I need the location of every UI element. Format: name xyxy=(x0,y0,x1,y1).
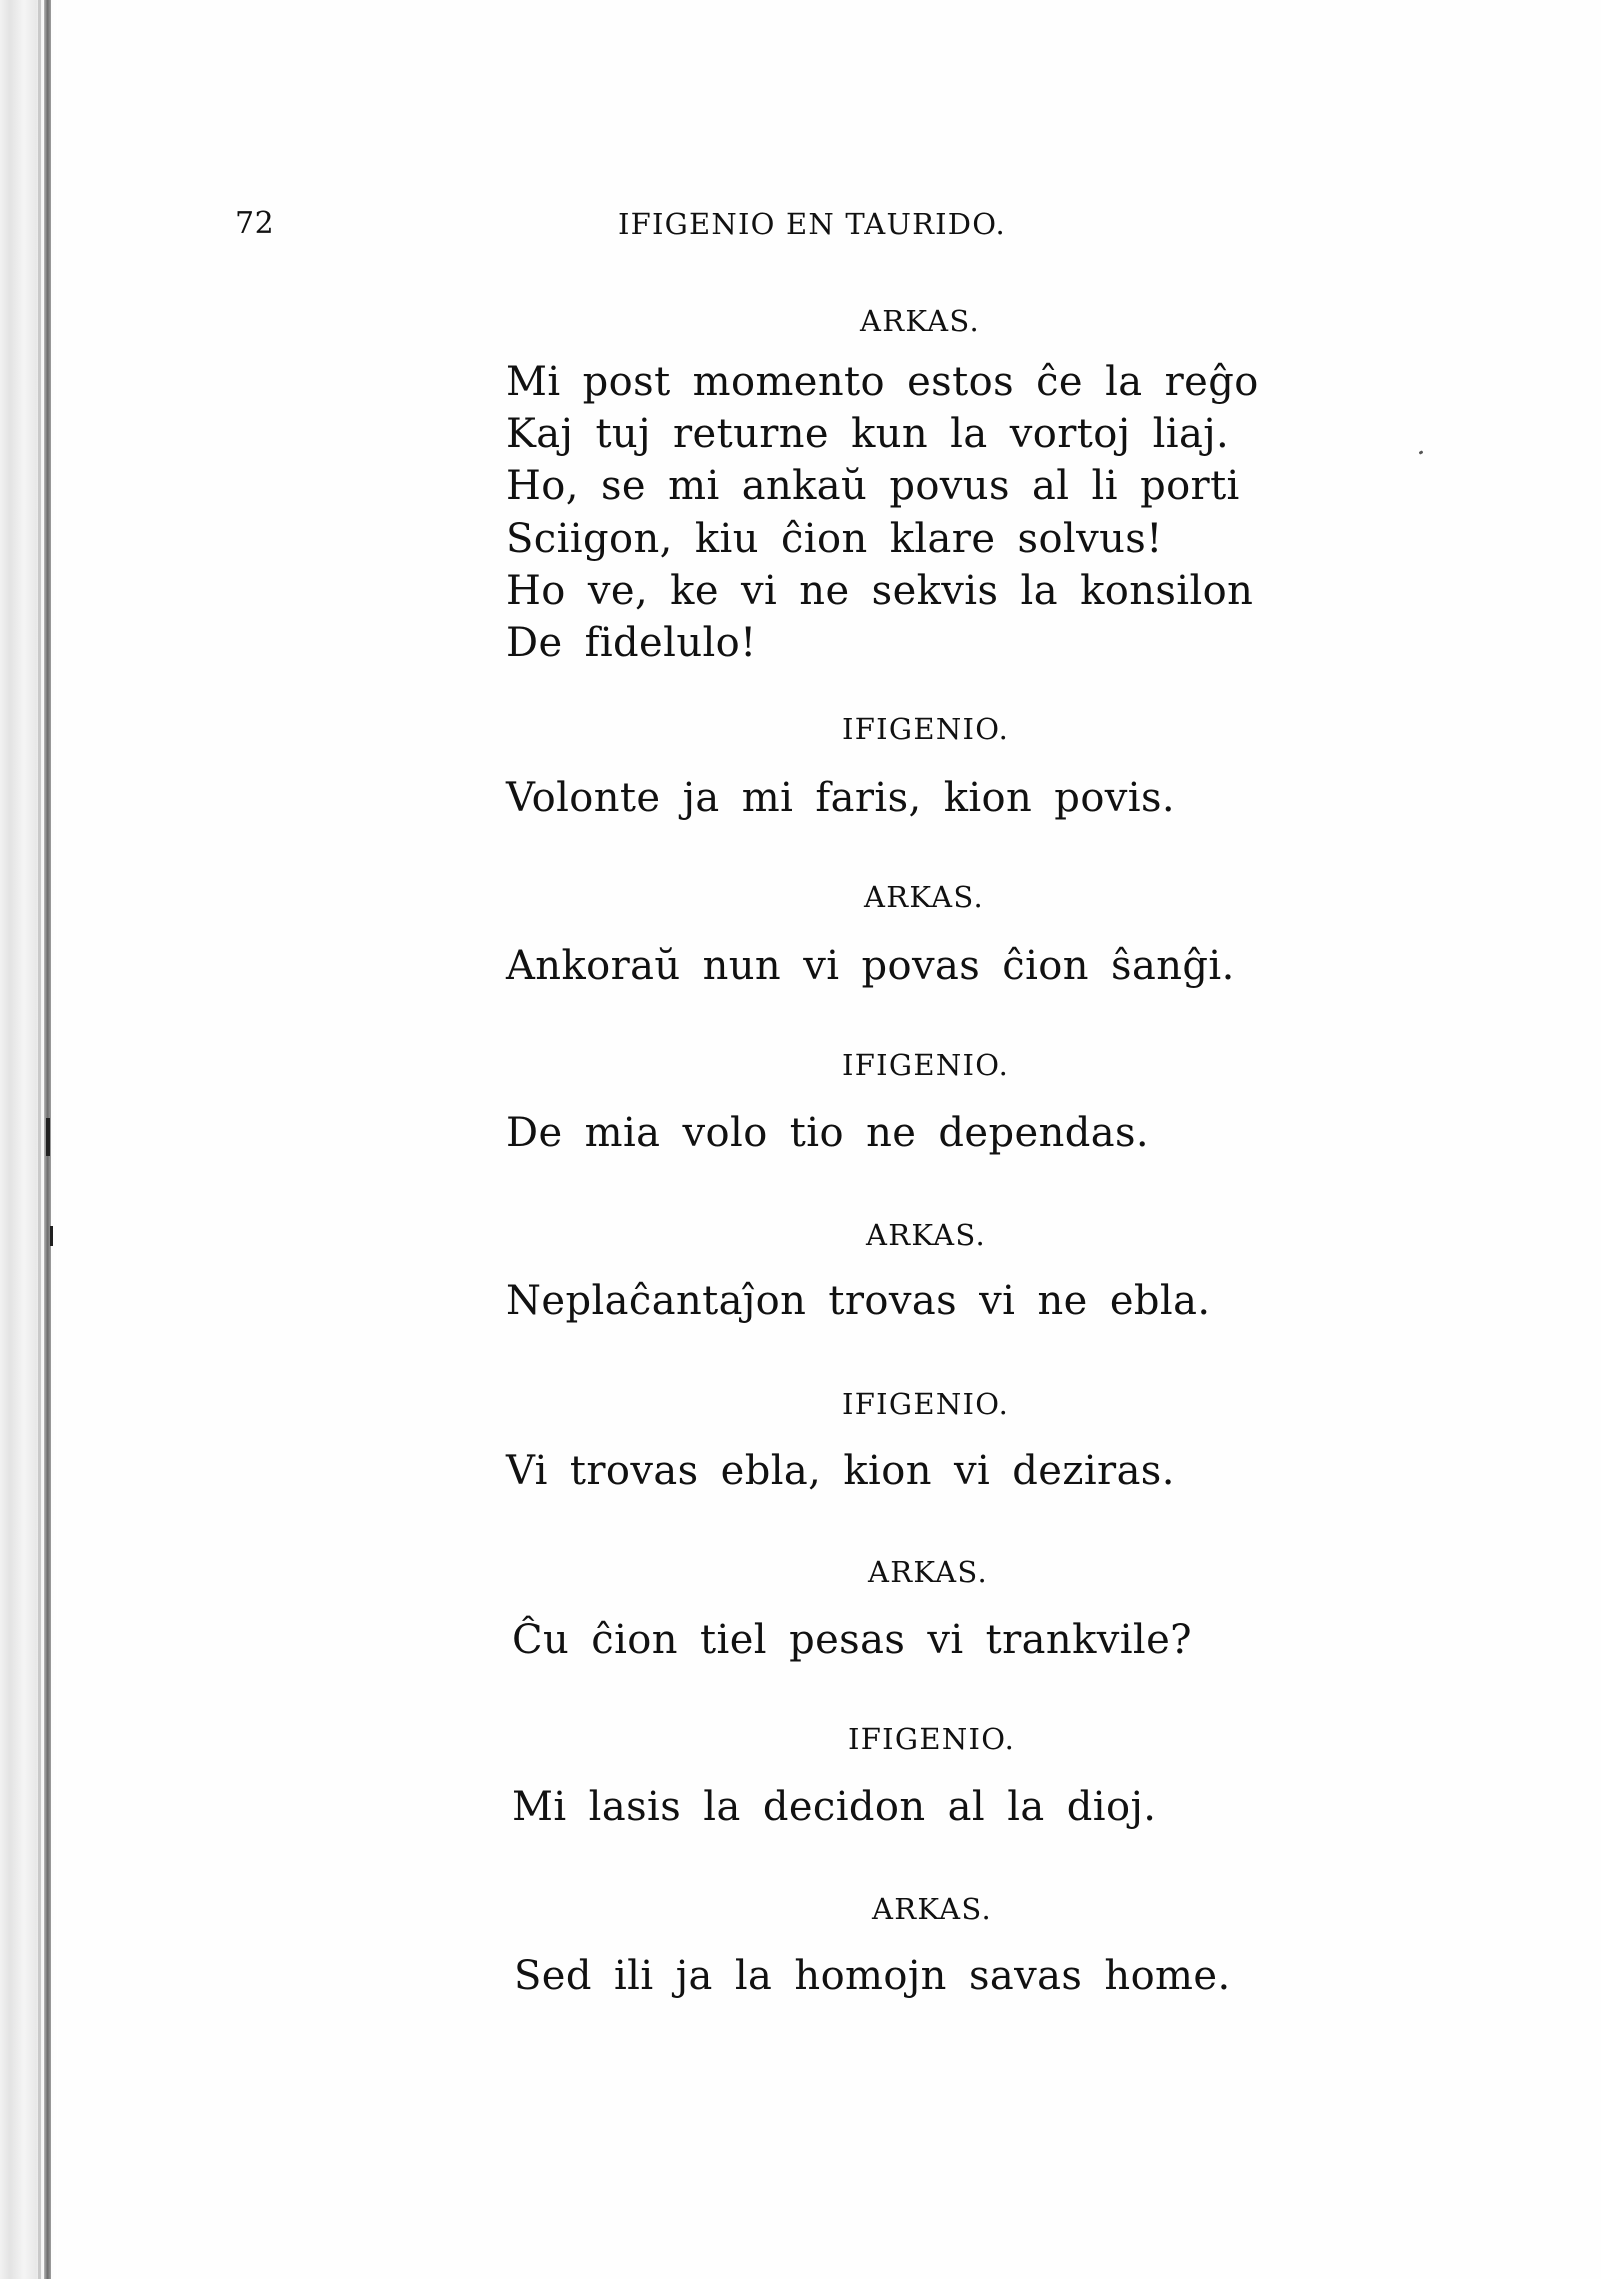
verse-line: Mi post momento estos ĉe la reĝo xyxy=(506,359,1259,405)
speaker-name: IFIGENIO. xyxy=(848,1722,1016,1756)
speaker-name: ARKAS. xyxy=(868,1555,989,1589)
verse-line: Volonte ja mi faris, kion povis. xyxy=(506,775,1176,821)
speaker-name: ARKAS. xyxy=(860,304,981,338)
verse-line: Kaj tuj returne kun la vortoj liaj. xyxy=(506,411,1230,457)
speaker-name: ARKAS. xyxy=(864,880,985,914)
running-title: IFIGENIO EN TAURIDO. xyxy=(618,207,1006,241)
verse-line: Ĉu ĉion tiel pesas vi trankvile? xyxy=(512,1617,1193,1663)
speaker-name: IFIGENIO. xyxy=(842,1387,1010,1421)
verse-line: Sciigon, kiu ĉion klare solvus! xyxy=(506,516,1163,562)
verse-line: Ankoraŭ nun vi povas ĉion ŝanĝi. xyxy=(506,943,1235,989)
speaker-name: ARKAS. xyxy=(872,1892,993,1926)
verse-line: Mi lasis la decidon al la dioj. xyxy=(512,1784,1157,1830)
speaker-name: IFIGENIO. xyxy=(842,1048,1010,1082)
speaker-name: IFIGENIO. xyxy=(842,712,1010,746)
verse-line: De fidelulo! xyxy=(506,620,757,666)
speaker-name: ARKAS. xyxy=(866,1218,987,1252)
page-number: 72 xyxy=(235,206,275,241)
verse-line: Ho ve, ke vi ne sekvis la konsilon xyxy=(506,568,1254,614)
verse-line: Sed ili ja la homojn savas home. xyxy=(514,1953,1231,1999)
verse-line: Ho, se mi ankaŭ povus al li porti xyxy=(506,463,1240,509)
verse-line: De mia volo tio ne dependas. xyxy=(506,1110,1150,1156)
verse-line: Vi trovas ebla, kion vi deziras. xyxy=(506,1448,1175,1494)
verse-line: Neplaĉantaĵon trovas vi ne ebla. xyxy=(506,1278,1211,1324)
